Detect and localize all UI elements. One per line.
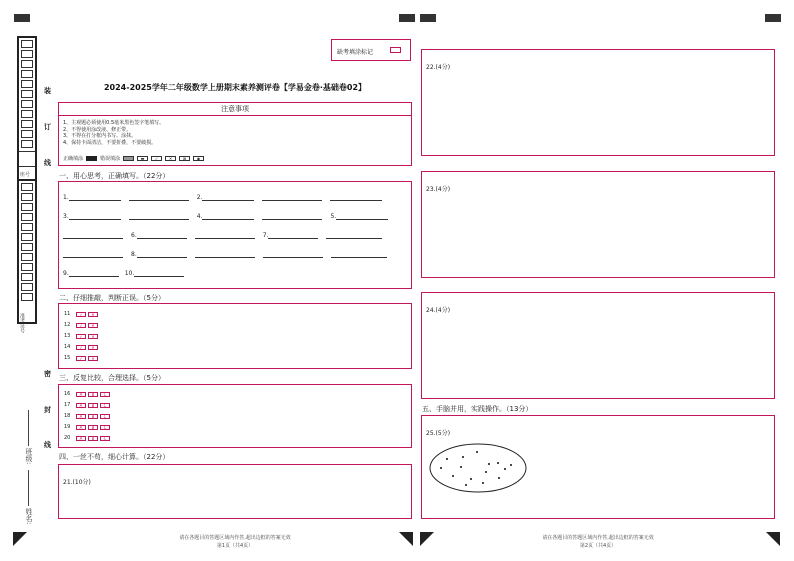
exam-number-cell[interactable] (21, 40, 33, 48)
notice-item: 4、保持卡面清洁，不要折叠，不要破损。 (63, 139, 157, 146)
true-option[interactable]: ✓ (76, 312, 86, 317)
figure-dot (497, 462, 499, 464)
class-line[interactable] (28, 410, 29, 446)
answer-blank[interactable] (69, 213, 121, 220)
answer-blank[interactable] (263, 251, 323, 258)
answer-blank[interactable] (129, 213, 189, 220)
absent-mark-label: 缺考填涂标记 (337, 49, 374, 56)
question-label: 22.(4分) (426, 64, 451, 71)
blank-number: 6. (131, 232, 137, 239)
choice-option[interactable]: C (100, 425, 110, 430)
blank-row (63, 194, 382, 201)
notice-item: 3、不得在打分框内书写、涂抹。 (63, 133, 137, 139)
figure-dot (498, 477, 500, 479)
answer-blank[interactable] (63, 232, 123, 239)
absent-mark-checkbox[interactable] (390, 47, 401, 53)
section-title: 五、手脑并用，实践操作。（13分） (422, 405, 533, 413)
blank-number: 10. (124, 270, 135, 277)
figure-dot (446, 458, 448, 460)
wrong-fill-sample: ▬ (137, 156, 148, 161)
choice-row (64, 402, 110, 408)
binding-char: 线 (44, 441, 51, 449)
false-option[interactable]: ✕ (88, 323, 98, 328)
grid-divider (19, 151, 35, 167)
wrong-fill-sample (123, 156, 134, 161)
choice-option[interactable]: A (76, 425, 86, 430)
exam-number-cell[interactable] (21, 60, 33, 68)
section-title: 三、反复比较，合理选择。（5分） (59, 374, 165, 382)
name-label: 姓名: (25, 508, 33, 525)
binding-char: 密 (44, 370, 51, 378)
figure-dot (462, 456, 464, 458)
figure-dot (440, 467, 442, 469)
exam-number-cell[interactable] (21, 253, 33, 261)
wrong-fill-sample: ✕ (165, 156, 176, 161)
blank-row (63, 251, 387, 258)
answer-blank[interactable] (129, 194, 189, 201)
figure-dot (510, 464, 512, 466)
figure-dot (485, 471, 487, 473)
page-number: 第2页（共4页） (579, 543, 617, 549)
choice-row (64, 435, 110, 441)
dot-ellipse-figure (426, 440, 546, 500)
exam-number-cell[interactable] (21, 130, 33, 138)
blank-row (63, 270, 184, 277)
section-title: 一、用心思考，正确填写。（22分） (59, 172, 170, 180)
choice-option[interactable]: B (88, 403, 98, 408)
exam-number-grid[interactable] (17, 179, 37, 324)
answer-blank[interactable] (336, 213, 388, 220)
exam-number-grid[interactable] (17, 36, 37, 181)
choice-area (58, 384, 412, 448)
absent-mark-box (331, 39, 411, 61)
binding-char: 订 (44, 123, 51, 131)
notice-list (59, 116, 411, 146)
page-footer (421, 534, 775, 550)
question-number: 15 (64, 355, 71, 361)
judge-row (64, 333, 98, 339)
true-option[interactable]: ✓ (76, 345, 86, 350)
blank-number: 9. (63, 270, 69, 277)
judge-row (64, 344, 98, 350)
exam-number-cell[interactable] (21, 183, 33, 191)
answer-blank[interactable] (195, 251, 255, 258)
blank-row (63, 232, 382, 239)
question-number: 12 (64, 322, 71, 328)
blank-number: 2. (196, 194, 203, 201)
section-title: 四、一丝不苟，细心计算。（22分） (59, 453, 170, 461)
choice-option[interactable]: A (76, 392, 86, 397)
exam-number-cell[interactable] (21, 213, 33, 221)
notice-item: 1、主观题必须使用0.5毫米黑色签字笔填写。 (63, 120, 165, 126)
question-label: 21.(10分) (63, 479, 91, 486)
fill-example (63, 155, 204, 162)
choice-option[interactable]: A (76, 414, 86, 419)
question-number: 14 (64, 344, 71, 350)
figure-dot (482, 482, 484, 484)
choice-row (64, 413, 110, 419)
exam-number-cell[interactable] (21, 90, 33, 98)
footer-notice: 请在各题目的答题区域内作答,超出边框的答案无效 (542, 535, 654, 541)
question-number: 18 (64, 413, 71, 419)
choice-option[interactable]: B (88, 436, 98, 441)
question-number: 20 (64, 435, 71, 441)
exam-number-cell[interactable] (21, 50, 33, 58)
exam-number-cell[interactable] (21, 283, 33, 291)
choice-option[interactable]: B (88, 392, 98, 397)
exam-number-cell[interactable] (21, 263, 33, 271)
false-option[interactable]: ✕ (88, 334, 98, 339)
blank-number: 8. (131, 251, 137, 258)
false-option[interactable]: ✕ (88, 312, 98, 317)
binding-char: 封 (44, 406, 51, 414)
corner-marker (14, 14, 30, 22)
correct-fill-label: 正确填涂 (63, 156, 84, 162)
question-label: 23.(4分) (426, 186, 451, 193)
figure-dot (470, 478, 472, 480)
exam-number-cell[interactable] (21, 110, 33, 118)
figure-dot (452, 475, 454, 477)
answer-blank[interactable] (195, 232, 255, 239)
answer-blank[interactable] (202, 194, 254, 201)
page-number: 第1页（共4页） (216, 543, 254, 549)
judge-row (64, 311, 98, 317)
exam-number-cell[interactable] (21, 293, 33, 301)
exam-number-cell[interactable] (21, 70, 33, 78)
footer-notice: 请在各题目的答题区域内作答,超出边框的答案无效 (179, 535, 291, 541)
false-option[interactable]: ✕ (88, 345, 98, 350)
answer-blank[interactable] (262, 213, 322, 220)
choice-row (64, 424, 110, 430)
choice-option[interactable]: C (100, 436, 110, 441)
blank-number: 7. (262, 232, 269, 239)
answer-area-24[interactable] (421, 292, 775, 399)
answer-blank[interactable] (137, 232, 187, 239)
choice-option[interactable]: B (88, 425, 98, 430)
answer-blank[interactable] (69, 270, 119, 277)
wrong-fill-sample: ◉ (193, 156, 204, 161)
corner-triangle (13, 532, 27, 546)
figure-dot (460, 466, 462, 468)
answer-blank[interactable] (330, 194, 382, 201)
class-label: 班级: (25, 448, 33, 465)
corner-marker (765, 14, 781, 22)
exam-number-cell[interactable] (21, 193, 33, 201)
true-option[interactable]: ✓ (76, 356, 86, 361)
exam-number-cell[interactable] (21, 120, 33, 128)
figure-dot (488, 463, 490, 465)
true-option[interactable]: ✓ (76, 334, 86, 339)
answer-blank[interactable] (137, 251, 187, 258)
exam-number-cell[interactable] (21, 80, 33, 88)
corner-marker (399, 14, 415, 22)
figure-dot (465, 484, 467, 486)
correct-fill-sample (86, 156, 97, 161)
choice-option[interactable]: C (100, 392, 110, 397)
blank-number: 5. (330, 213, 337, 220)
exam-number-cell[interactable] (21, 233, 33, 241)
question-number: 11 (64, 311, 71, 317)
question-number: 19 (64, 424, 71, 430)
answer-blank[interactable] (268, 232, 318, 239)
wrong-fill-sample: ⊠ (179, 156, 190, 161)
section-title: 二、仔细推敲，判断正误。（5分） (59, 294, 165, 302)
notice-heading: 注意事项 (59, 103, 411, 116)
choice-option[interactable]: C (100, 403, 110, 408)
answer-blank[interactable] (202, 213, 254, 220)
judge-area (58, 303, 412, 369)
choice-option[interactable]: B (88, 414, 98, 419)
exam-number-cell[interactable] (21, 100, 33, 108)
answer-area-25[interactable] (421, 415, 775, 519)
notice-box (58, 102, 412, 166)
answer-area-23[interactable] (421, 171, 775, 278)
answer-blank[interactable] (63, 251, 123, 258)
answer-blank[interactable] (134, 270, 184, 277)
blank-number: 1. (63, 194, 69, 201)
exam-number-cell[interactable] (21, 243, 33, 251)
choice-option[interactable]: A (76, 436, 86, 441)
binding-char: 线 (44, 159, 51, 167)
seat-label: 座号 (20, 172, 31, 178)
exam-number-cell[interactable] (21, 203, 33, 211)
wrong-fill-sample: ✓ (151, 156, 162, 161)
question-number: 16 (64, 391, 71, 397)
false-option[interactable]: ✕ (88, 356, 98, 361)
blank-number: 4. (196, 213, 203, 220)
question-number: 17 (64, 402, 71, 408)
answer-area-22[interactable] (421, 49, 775, 156)
figure-dot (504, 468, 506, 470)
question-number: 13 (64, 333, 71, 339)
answer-blank[interactable] (69, 194, 121, 201)
question-label: 24.(4分) (426, 307, 451, 314)
choice-option[interactable]: C (100, 414, 110, 419)
answer-blank[interactable] (331, 251, 387, 258)
exam-number-cell[interactable] (21, 140, 33, 148)
question-label: 25.(5分) (426, 430, 451, 437)
binding-char: 装 (44, 87, 51, 95)
page-footer (58, 534, 412, 550)
judge-row (64, 322, 98, 328)
notice-item: 2、不得使用涂改液、修正带。 (63, 126, 132, 133)
exam-number-cell[interactable] (21, 223, 33, 231)
page-title: 2024-2025学年二年级数学上册期末素养测评卷【学易金卷·基础卷02】 (103, 83, 367, 92)
blank-number: 3. (63, 213, 69, 220)
fill-blank-area (58, 181, 412, 289)
exam-number-label: 准考证号 (19, 313, 25, 333)
true-option[interactable]: ✓ (76, 323, 86, 328)
judge-row (64, 355, 98, 361)
choice-option[interactable]: A (76, 403, 86, 408)
calc-area[interactable] (58, 464, 412, 519)
figure-dot (476, 451, 478, 453)
exam-number-cell[interactable] (21, 273, 33, 281)
corner-marker (420, 14, 436, 22)
answer-blank[interactable] (326, 232, 382, 239)
blank-row (63, 213, 388, 220)
answer-blank[interactable] (262, 194, 322, 201)
choice-row (64, 391, 110, 397)
wrong-fill-label: 错误填涂 (100, 156, 121, 162)
name-line[interactable] (28, 470, 29, 506)
